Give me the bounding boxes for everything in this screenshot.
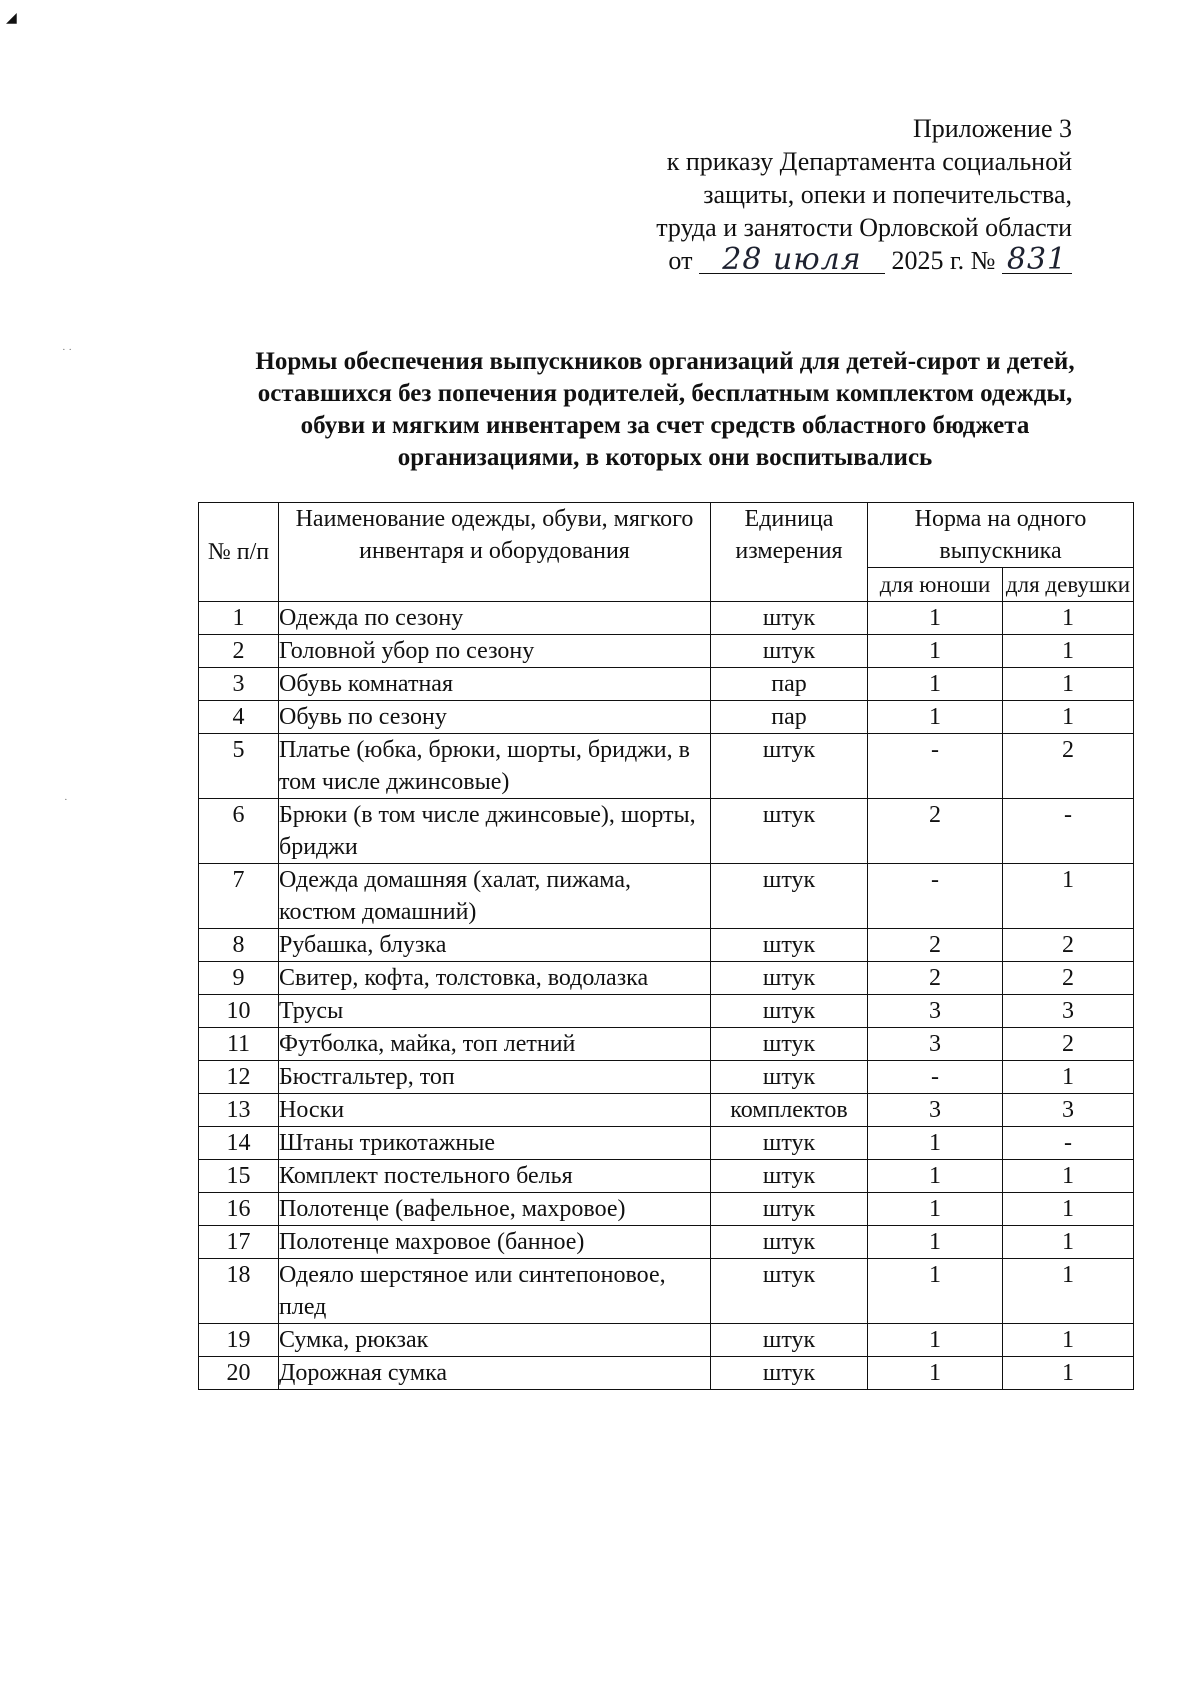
row-num: 1 (199, 602, 279, 635)
table-row (199, 1094, 1134, 1127)
row-unit: штук (711, 1061, 868, 1094)
row-num: 11 (199, 1028, 279, 1061)
row-boys: 1 (868, 1127, 1003, 1160)
row-unit: штук (711, 635, 868, 668)
document-title (190, 346, 1140, 474)
row-num: 18 (199, 1259, 279, 1324)
row-boys: - (868, 1061, 1003, 1094)
norms-table (198, 502, 1134, 1390)
approval-line: защиты, опеки и попечительства, (703, 180, 1072, 209)
row-unit: штук (711, 1324, 868, 1357)
row-unit: пар (711, 701, 868, 734)
title-line: организациями, в которых они воспитывались (397, 444, 933, 471)
row-girls: 1 (1003, 1226, 1134, 1259)
row-boys: 3 (868, 1094, 1003, 1127)
row-girls: 1 (1003, 1160, 1134, 1193)
row-girls: 1 (1003, 668, 1134, 701)
title-line: Нормы обеспечения выпускников организаций для детей-сирот и детей, (255, 348, 1075, 375)
row-name: Сумка, рюкзак (279, 1324, 711, 1357)
title-line: обуви и мягким инвентарем за счет средств областного бюджета (300, 412, 1030, 439)
row-girls: - (1003, 1127, 1134, 1160)
row-girls: 1 (1003, 635, 1134, 668)
row-boys: 3 (868, 995, 1003, 1028)
row-num: 19 (199, 1324, 279, 1357)
row-unit: штук (711, 602, 868, 635)
row-girls: 2 (1003, 1028, 1134, 1061)
row-name: Полотенце (вафельное, махровое) (279, 1193, 711, 1226)
row-girls: 2 (1003, 734, 1134, 799)
row-boys: 2 (868, 929, 1003, 962)
row-unit: штук (711, 864, 868, 929)
row-boys: 1 (868, 701, 1003, 734)
row-unit: штук (711, 1226, 868, 1259)
row-num: 12 (199, 1061, 279, 1094)
row-name: Штаны трикотажные (279, 1127, 711, 1160)
row-girls: 1 (1003, 1193, 1134, 1226)
row-num: 17 (199, 1226, 279, 1259)
approval-block (552, 112, 1072, 277)
row-girls: 2 (1003, 929, 1134, 962)
row-boys: - (868, 734, 1003, 799)
row-girls: 1 (1003, 602, 1134, 635)
row-num: 3 (199, 668, 279, 701)
row-boys: 1 (868, 635, 1003, 668)
row-unit: штук (711, 929, 868, 962)
row-name: Свитер, кофта, толстовка, водолазка (279, 962, 711, 995)
year-text: 2025 г. № (891, 246, 996, 275)
table-row (199, 1324, 1134, 1357)
row-boys: 1 (868, 1193, 1003, 1226)
row-name: Одежда домашняя (халат, пижама, костюм домашний) (279, 864, 711, 929)
table-header-row (199, 503, 1134, 568)
row-boys: 1 (868, 602, 1003, 635)
approval-line: труда и занятости Орловской области (656, 213, 1072, 242)
row-boys: 1 (868, 1259, 1003, 1324)
row-num: 8 (199, 929, 279, 962)
row-unit: штук (711, 1127, 868, 1160)
row-girls: 1 (1003, 701, 1134, 734)
row-num: 4 (199, 701, 279, 734)
row-name: Обувь комнатная (279, 668, 711, 701)
row-boys: 3 (868, 1028, 1003, 1061)
table-row (199, 962, 1134, 995)
row-unit: штук (711, 962, 868, 995)
row-name: Рубашка, блузка (279, 929, 711, 962)
row-boys: - (868, 864, 1003, 929)
table-row (199, 1357, 1134, 1390)
header-num: № п/п (199, 503, 279, 602)
row-unit: штук (711, 799, 868, 864)
scan-speck: · (64, 794, 68, 806)
table-row (199, 1127, 1134, 1160)
row-girls: 1 (1003, 1324, 1134, 1357)
row-num: 13 (199, 1094, 279, 1127)
row-girls: 1 (1003, 1357, 1134, 1390)
row-unit: штук (711, 1193, 868, 1226)
table-row (199, 1226, 1134, 1259)
row-name: Бюстгальтер, топ (279, 1061, 711, 1094)
row-num: 15 (199, 1160, 279, 1193)
row-boys: 1 (868, 668, 1003, 701)
table-row (199, 701, 1134, 734)
row-girls: 1 (1003, 1061, 1134, 1094)
row-boys: 2 (868, 799, 1003, 864)
scan-speck: · · (62, 344, 73, 356)
row-girls: 1 (1003, 864, 1134, 929)
table-row (199, 602, 1134, 635)
scan-corner-mark: ◢ (6, 11, 17, 26)
row-num: 2 (199, 635, 279, 668)
row-name: Одеяло шерстяное или синтепоновое, плед (279, 1259, 711, 1324)
table-row (199, 734, 1134, 799)
date-prefix: от (668, 246, 693, 275)
row-boys: 1 (868, 1324, 1003, 1357)
table-row (199, 668, 1134, 701)
row-unit: штук (711, 995, 868, 1028)
row-unit: комплектов (711, 1094, 868, 1127)
row-name: Полотенце махровое (банное) (279, 1226, 711, 1259)
handwritten-number: 831 (1002, 247, 1072, 274)
row-name: Трусы (279, 995, 711, 1028)
table-row (199, 1028, 1134, 1061)
table-row (199, 1160, 1134, 1193)
row-unit: штук (711, 1028, 868, 1061)
row-boys: 1 (868, 1160, 1003, 1193)
header-name: Наименование одежды, обуви, мягкого инвентаря и оборудования (279, 503, 711, 602)
row-name: Брюки (в том числе джинсовые), шорты, бриджи (279, 799, 711, 864)
approval-date-line (552, 244, 1072, 277)
row-name: Головной убор по сезону (279, 635, 711, 668)
row-num: 14 (199, 1127, 279, 1160)
row-num: 10 (199, 995, 279, 1028)
header-unit: Единица измерения (711, 503, 868, 602)
row-girls: 3 (1003, 995, 1134, 1028)
table-row (199, 929, 1134, 962)
handwritten-date: 28 июля (699, 247, 885, 274)
row-name: Платье (юбка, брюки, шорты, бриджи, в том числе джинсовые) (279, 734, 711, 799)
row-num: 9 (199, 962, 279, 995)
title-line: оставшихся без попечения родителей, бесплатным комплектом одежды, (257, 380, 1073, 407)
row-num: 6 (199, 799, 279, 864)
row-unit: штук (711, 1160, 868, 1193)
row-unit: штук (711, 734, 868, 799)
table-row (199, 1193, 1134, 1226)
row-unit: штук (711, 1259, 868, 1324)
row-name: Дорожная сумка (279, 1357, 711, 1390)
row-boys: 2 (868, 962, 1003, 995)
row-girls: 1 (1003, 1259, 1134, 1324)
row-num: 5 (199, 734, 279, 799)
table-row (199, 995, 1134, 1028)
row-name: Носки (279, 1094, 711, 1127)
row-num: 20 (199, 1357, 279, 1390)
table-row (199, 635, 1134, 668)
row-girls: - (1003, 799, 1134, 864)
row-num: 16 (199, 1193, 279, 1226)
approval-line: Приложение 3 (912, 114, 1072, 143)
row-girls: 3 (1003, 1094, 1134, 1127)
header-norm: Норма на одного выпускника (868, 503, 1134, 568)
row-boys: 1 (868, 1226, 1003, 1259)
row-num: 7 (199, 864, 279, 929)
table-row (199, 864, 1134, 929)
row-name: Футболка, майка, топ летний (279, 1028, 711, 1061)
row-name: Обувь по сезону (279, 701, 711, 734)
row-name: Одежда по сезону (279, 602, 711, 635)
table-row (199, 1061, 1134, 1094)
header-girls: для девушки (1003, 568, 1134, 602)
approval-line: к приказу Департамента социальной (666, 147, 1072, 176)
table-row (199, 1259, 1134, 1324)
row-boys: 1 (868, 1357, 1003, 1390)
row-unit: пар (711, 668, 868, 701)
row-name: Комплект постельного белья (279, 1160, 711, 1193)
row-unit: штук (711, 1357, 868, 1390)
table-row (199, 799, 1134, 864)
row-girls: 2 (1003, 962, 1134, 995)
header-boys: для юноши (868, 568, 1003, 602)
